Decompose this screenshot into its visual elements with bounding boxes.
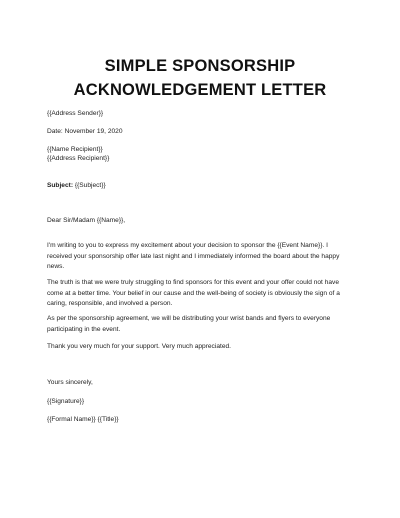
title-line-2: ACKNOWLEDGEMENT LETTER xyxy=(73,81,327,99)
closing: Yours sincerely, xyxy=(47,379,93,386)
subject-line xyxy=(47,181,106,192)
subject-label: Subject: xyxy=(47,182,74,189)
subject-value: {{Subject}} xyxy=(73,182,106,189)
paragraph-3-line: participating in the event. xyxy=(47,325,121,333)
paragraph-1-line: I'm writing to you to express my excitement about your decision to sponsor the {{Event Name}}. I xyxy=(47,242,328,249)
address-sender: {{Address Sender}} xyxy=(47,110,104,117)
paragraph-1 xyxy=(47,241,357,273)
paragraph-1-line: received your sponsorship offer late last night and I immediately informed the board about the happy xyxy=(47,252,340,260)
name-recipient: {{Name Recipient}} xyxy=(47,146,103,153)
salutation: Dear Sir/Madam {{Name}}, xyxy=(47,217,126,224)
paragraph-3-line: As per the sponsorship agreement, we will be distributing your wrist bands and flyers to everyone xyxy=(47,315,331,322)
paragraph-2 xyxy=(47,278,357,310)
paragraph-3 xyxy=(47,314,357,335)
signature-placeholder: {{Signature}} xyxy=(47,398,85,405)
title-line-1: SIMPLE SPONSORSHIP xyxy=(104,57,296,75)
paragraph-2-line: The truth is that we were truly struggling to find sponsors for this event and your offer could not have xyxy=(47,279,339,286)
paragraph-2-line: come at a better time. Your belief in our cause and the well-being of society is obviously the sign of a xyxy=(47,289,340,297)
date-line: Date: November 19, 2020 xyxy=(47,128,123,135)
address-recipient: {{Address Recipient}} xyxy=(47,155,110,162)
paragraph-4: Thank you very much for your support. Very much appreciated. xyxy=(47,343,231,350)
paragraph-1-line: news. xyxy=(47,263,65,270)
formal-name-title: {{Formal Name}} {{Title}} xyxy=(47,416,119,423)
paragraph-2-line: caring, responsible, and involved a person. xyxy=(47,300,173,307)
